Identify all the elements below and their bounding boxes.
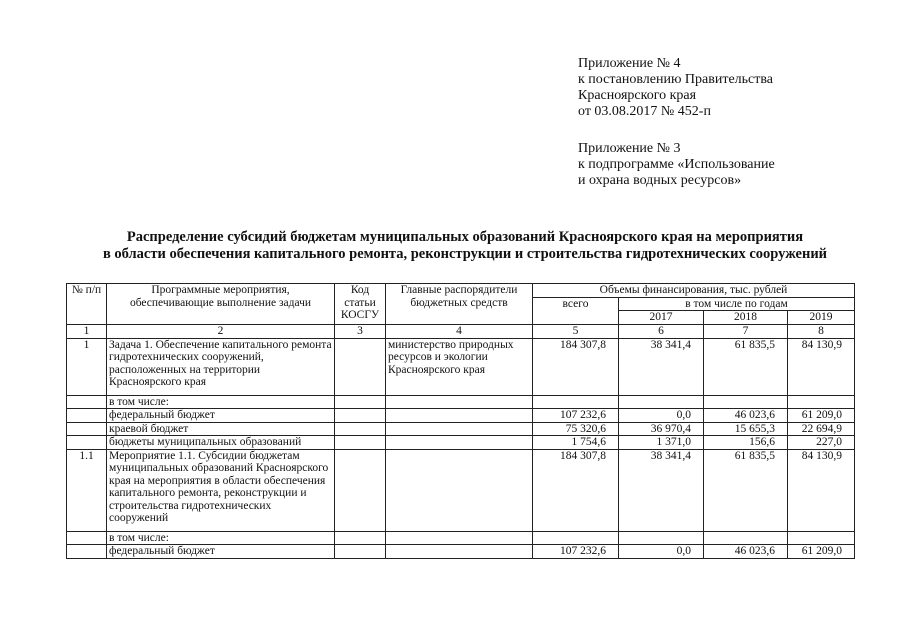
cell-empty [533, 531, 619, 545]
table-row [67, 531, 855, 545]
row-2018: 46 023,6 [704, 409, 788, 423]
col-number: 6 [619, 325, 704, 339]
table-row [67, 436, 855, 450]
row-total: 184 307,8 [533, 449, 619, 531]
row-total: 107 232,6 [533, 409, 619, 423]
cell-empty [335, 409, 386, 423]
row-program: федеральный бюджет [107, 545, 335, 559]
header-num: № п/п [67, 284, 107, 325]
col-number: 5 [533, 325, 619, 339]
header-managers: Главные распорядители бюджетных средств [386, 284, 533, 325]
cell-empty [335, 395, 386, 409]
title-line-2: в области обеспечения капитального ремонта, реконструкции и строительства гидротехнических сооружений [102, 246, 828, 262]
cell-empty [533, 395, 619, 409]
cell-empty [386, 395, 533, 409]
col-number: 4 [386, 325, 533, 339]
row-manager: министерство природных ресурсов и экологии Красноярского края [386, 338, 533, 395]
appendix-3-line: Приложение № 3 [578, 141, 681, 156]
appendix-3-line: и охрана водных ресурсов» [578, 173, 742, 188]
table-row [67, 395, 855, 409]
cell-empty [67, 409, 107, 423]
col-number: 2 [107, 325, 335, 339]
cell-empty [386, 449, 533, 531]
row-2019: 227,0 [788, 436, 855, 450]
cell-empty [386, 436, 533, 450]
cell-empty [386, 545, 533, 559]
subsidy-table [66, 283, 855, 559]
header-kosgu: Код статьи КОСГУ [335, 284, 386, 325]
row-2019: 22 694,9 [788, 422, 855, 436]
row-2018: 61 835,5 [704, 449, 788, 531]
row-program: краевой бюджет [107, 422, 335, 436]
cell-empty [67, 545, 107, 559]
col-number: 3 [335, 325, 386, 339]
row-total: 107 232,6 [533, 545, 619, 559]
cell-empty [788, 531, 855, 545]
row-program: в том числе: [107, 531, 335, 545]
cell-empty [67, 422, 107, 436]
row-program: в том числе: [107, 395, 335, 409]
row-program: бюджеты муниципальных образований [107, 436, 335, 450]
row-2017: 36 970,4 [619, 422, 704, 436]
header-by-years: в том числе по годам [619, 297, 855, 311]
row-2018: 156,6 [704, 436, 788, 450]
cell-empty [335, 531, 386, 545]
row-total: 1 754,6 [533, 436, 619, 450]
cell-empty [335, 449, 386, 531]
appendix-4-line: от 03.08.2017 № 452-п [578, 104, 711, 119]
cell-empty [619, 395, 704, 409]
appendix-3-block [578, 141, 775, 189]
row-2018: 61 835,5 [704, 338, 788, 395]
table-row [67, 409, 855, 423]
document-title [40, 229, 890, 263]
cell-empty [619, 531, 704, 545]
row-2017: 38 341,4 [619, 338, 704, 395]
cell-empty [335, 436, 386, 450]
row-num: 1.1 [67, 449, 107, 531]
header-year-2018: 2018 [704, 311, 788, 325]
row-2017: 1 371,0 [619, 436, 704, 450]
appendix-4-line: Приложение № 4 [578, 56, 681, 71]
row-2018: 46 023,6 [704, 545, 788, 559]
title-line-1: Распределение субсидий бюджетам муниципальных образований Красноярского края на мероприятия [126, 229, 804, 245]
cell-empty [704, 395, 788, 409]
row-2017: 38 341,4 [619, 449, 704, 531]
table-row [67, 449, 855, 531]
row-2019: 61 209,0 [788, 545, 855, 559]
row-kosgu [335, 338, 386, 395]
col-number: 1 [67, 325, 107, 339]
cell-empty [335, 422, 386, 436]
cell-empty [386, 422, 533, 436]
appendix-4-line: Красноярского края [578, 88, 697, 103]
row-program: Задача 1. Обеспечение капитального ремонта гидротехнических сооружений, расположенных на территории Красноярского края [107, 338, 335, 395]
row-program: Мероприятие 1.1. Субсидии бюджетам муниципальных образований Красноярского края на мероприятия в области обеспечения капитального ремонта, реконструкции и строительства гидротехнических сооружений [107, 449, 335, 531]
row-2019: 84 130,9 [788, 449, 855, 531]
header-program: Программные мероприятия, обеспечивающие выполнение задачи [107, 284, 335, 325]
header-year-2019: 2019 [788, 311, 855, 325]
row-2017: 0,0 [619, 545, 704, 559]
row-program: федеральный бюджет [107, 409, 335, 423]
cell-empty [67, 531, 107, 545]
cell-empty [386, 409, 533, 423]
cell-empty [704, 531, 788, 545]
header-year-2017: 2017 [619, 311, 704, 325]
row-2017: 0,0 [619, 409, 704, 423]
appendix-4-block [578, 56, 773, 120]
appendix-3-line: к подпрограмме «Использование [578, 157, 775, 172]
cell-empty [788, 395, 855, 409]
header-total: всего [533, 297, 619, 325]
row-2019: 84 130,9 [788, 338, 855, 395]
cell-empty [335, 545, 386, 559]
table-row [67, 422, 855, 436]
row-total: 184 307,8 [533, 338, 619, 395]
row-total: 75 320,6 [533, 422, 619, 436]
appendix-4-line: к постановлению Правительства [578, 72, 774, 87]
table-row [67, 338, 855, 395]
col-number: 8 [788, 325, 855, 339]
table-row [67, 545, 855, 559]
row-num: 1 [67, 338, 107, 395]
header-volumes: Объемы финансирования, тыс. рублей [533, 284, 855, 298]
row-2019: 61 209,0 [788, 409, 855, 423]
col-number: 7 [704, 325, 788, 339]
cell-empty [67, 436, 107, 450]
cell-empty [67, 395, 107, 409]
cell-empty [386, 531, 533, 545]
row-2018: 15 655,3 [704, 422, 788, 436]
